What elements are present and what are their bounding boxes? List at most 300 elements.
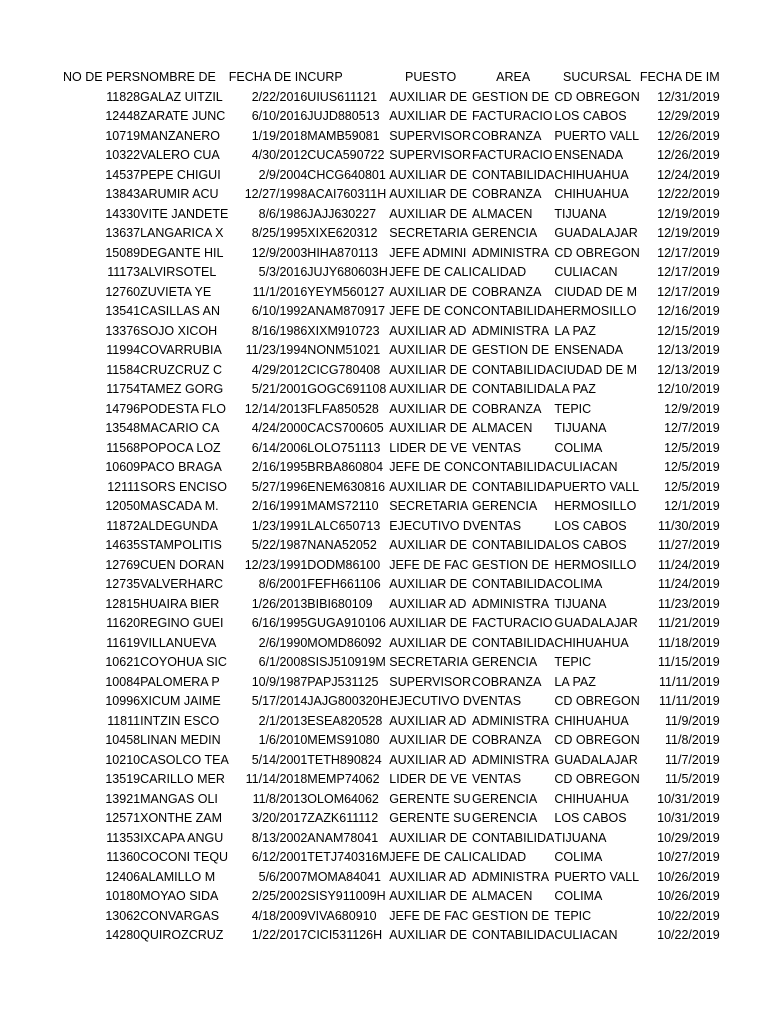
table-row [63, 868, 720, 888]
cell-sucursal: LOS CABOS [554, 518, 627, 533]
table-row [63, 751, 720, 771]
cell-curp: FLFA850528 [307, 401, 379, 416]
cell-sucursal: CHIHUAHUA [554, 167, 629, 182]
cell-fecha-im: 11/9/2019 [665, 713, 720, 728]
table-row [63, 283, 720, 303]
cell-fecha-ingreso: 11/14/2018 [245, 772, 308, 786]
cell-fecha-im: 12/17/2019 [657, 284, 720, 299]
cell-nombre: CONVARGAS [140, 908, 220, 923]
cell-curp: YEYM560127 [307, 284, 385, 299]
cell-nombre: COCONI TEQU [140, 850, 229, 864]
cell-sucursal: HERMOSILLO [554, 557, 637, 572]
cell-no-de-pers: 10322 [105, 148, 141, 162]
cell-no-de-pers: 13376 [105, 323, 141, 338]
cell-curp: DODM86100 [307, 557, 381, 572]
cell-no-de-pers: 10621 [105, 655, 141, 669]
cell-fecha-ingreso: 8/25/1995 [251, 226, 308, 240]
cell-sucursal: PUERTO VALL [554, 128, 640, 143]
cell-puesto: EJECUTIVO D [389, 694, 472, 708]
table-row [63, 926, 720, 946]
cell-fecha-im: 11/11/2019 [658, 694, 720, 708]
cell-area: ADMINISTRA [471, 245, 550, 260]
cell-curp: TETJ740316M [307, 850, 390, 864]
cell-area: CONTABILIDA [471, 362, 555, 377]
table-row [63, 439, 720, 459]
cell-fecha-ingreso: 2/16/1995 [251, 460, 308, 474]
cell-sucursal: COLIMA [554, 889, 603, 903]
cell-nombre: POPOCA LOZ [140, 440, 221, 455]
cell-fecha-ingreso: 8/13/2002 [251, 830, 308, 845]
cell-curp: JAJJ630227 [307, 206, 377, 221]
cell-fecha-ingreso: 1/23/1991 [251, 518, 308, 533]
cell-nombre: ALVIRSOTEL [140, 265, 217, 279]
cell-curp: SISY911009H [307, 889, 386, 903]
cell-area: ALMACEN [471, 889, 533, 903]
cell-sucursal: CULIACAN [554, 460, 618, 474]
cell-curp: BIBI680109 [307, 596, 373, 611]
table-row [63, 478, 720, 498]
cell-puesto: JEFE DE CALI [389, 850, 472, 864]
cell-sucursal: CD OBREGON [554, 772, 640, 786]
table-row [63, 205, 720, 225]
cell-fecha-ingreso: 5/22/1987 [251, 538, 308, 552]
cell-fecha-im: 12/31/2019 [657, 89, 720, 104]
cell-sucursal: CD OBREGON [554, 733, 640, 747]
cell-nombre: INTZIN ESCO [140, 713, 220, 728]
cell-fecha-ingreso: 4/24/2000 [251, 421, 308, 435]
cell-curp: MEMS91080 [307, 733, 380, 747]
cell-puesto: AUXILIAR AD [389, 713, 467, 728]
cell-no-de-pers: 12769 [105, 557, 141, 572]
cell-sucursal: ENSENADA [554, 148, 624, 162]
table-row [63, 575, 720, 595]
cell-nombre: VALERO CUA [140, 148, 220, 162]
cell-curp: ACAI760311H [307, 187, 387, 201]
cell-area: GERENCIA [471, 811, 538, 825]
cell-puesto: JEFE DE FAC [389, 557, 469, 572]
cell-sucursal: CULIACAN [554, 928, 618, 942]
cell-fecha-ingreso: 1/22/2017 [251, 928, 308, 942]
cell-area: CONTABILIDA [471, 167, 555, 182]
cell-fecha-ingreso: 4/29/2012 [251, 362, 308, 377]
cell-puesto: JEFE DE CALI [389, 265, 472, 279]
cell-fecha-im: 10/27/2019 [657, 850, 720, 864]
cell-puesto: SECRETARIA [389, 226, 469, 240]
table-row [63, 419, 720, 439]
cell-area: VENTAS [471, 694, 522, 708]
cell-curp: SISJ510919M [307, 655, 386, 669]
table-row [63, 731, 720, 751]
cell-puesto: JEFE DE FAC [389, 908, 469, 923]
cell-puesto: JEFE DE CON [389, 304, 472, 318]
cell-puesto: AUXILIAR DE [389, 421, 468, 435]
cell-nombre: HUAIRA BIER [140, 596, 220, 611]
cell-sucursal: CHIHUAHUA [554, 791, 629, 806]
cell-area: GESTION DE [471, 89, 550, 104]
cell-no-de-pers: 12406 [105, 869, 141, 884]
header-row [63, 68, 720, 88]
cell-puesto: GERENTE SU [389, 811, 471, 825]
cell-fecha-ingreso: 4/30/2012 [251, 148, 308, 162]
table-row [63, 790, 720, 810]
cell-curp: CHCG640801 [307, 167, 386, 182]
cell-area: COBRANZA [471, 284, 542, 299]
cell-sucursal: TIJUANA [554, 421, 607, 435]
cell-sucursal: TIJUANA [554, 206, 607, 221]
table-row [63, 341, 720, 361]
cell-no-de-pers: 11584 [106, 362, 141, 377]
cell-fecha-ingreso: 5/14/2001 [251, 752, 308, 767]
cell-fecha-ingreso: 5/21/2001 [251, 382, 308, 396]
cell-fecha-im: 12/22/2019 [657, 187, 720, 201]
cell-fecha-im: 10/22/2019 [657, 908, 720, 923]
cell-fecha-ingreso: 4/18/2009 [251, 908, 308, 923]
table-row [63, 887, 720, 907]
table-row [63, 848, 720, 868]
cell-fecha-ingreso: 10/9/1987 [251, 674, 308, 689]
cell-sucursal: CIUDAD DE M [554, 284, 638, 299]
cell-fecha-im: 12/26/2019 [657, 128, 720, 143]
cell-fecha-ingreso: 6/10/2016 [251, 109, 308, 123]
cell-sucursal: GUADALAJAR [554, 226, 638, 240]
cell-puesto: AUXILIAR DE [389, 577, 468, 591]
table-row [63, 88, 720, 108]
cell-nombre: CRUZCRUZ C [140, 362, 223, 377]
cell-curp: ENEM630816 [307, 479, 386, 494]
cell-sucursal: CD OBREGON [554, 694, 640, 708]
cell-puesto: AUXILIAR DE [389, 538, 468, 552]
table-row [63, 361, 720, 381]
table-row [63, 517, 720, 537]
cell-fecha-im: 11/8/2019 [665, 733, 720, 747]
cell-curp: XIXM910723 [307, 323, 380, 338]
cell-nombre: LANGARICA X [140, 226, 224, 240]
cell-nombre: LINAN MEDIN [140, 733, 221, 747]
cell-fecha-im: 10/31/2019 [657, 791, 720, 806]
cell-no-de-pers: 13843 [105, 187, 141, 201]
cell-curp: CACS700605 [307, 421, 384, 435]
cell-no-de-pers: 12735 [105, 577, 141, 591]
cell-curp: BRBA860804 [307, 460, 384, 474]
cell-fecha-im: 12/13/2019 [657, 343, 720, 357]
cell-fecha-ingreso: 2/22/2016 [251, 89, 308, 104]
table-row [63, 634, 720, 654]
cell-area: VENTAS [471, 772, 522, 786]
cell-puesto: SECRETARIA [389, 655, 469, 669]
cell-fecha-im: 12/16/2019 [657, 304, 720, 318]
cell-curp: ESEA820528 [307, 713, 383, 728]
cell-fecha-im: 12/26/2019 [657, 148, 720, 162]
cell-sucursal: GUADALAJAR [554, 752, 638, 767]
cell-no-de-pers: 13541 [105, 304, 141, 318]
cell-fecha-im: 11/23/2019 [658, 596, 720, 611]
cell-no-de-pers: 10609 [105, 460, 141, 474]
col-header-sucursal: SUCURSAL [563, 70, 632, 84]
cell-fecha-ingreso: 1/6/2010 [258, 733, 308, 747]
cell-no-de-pers: 11754 [106, 382, 141, 396]
cell-fecha-im: 11/11/2019 [658, 674, 720, 689]
cell-fecha-im: 11/18/2019 [658, 635, 720, 650]
cell-fecha-im: 11/5/2019 [665, 772, 720, 786]
cell-nombre: TAMEZ GORG [140, 382, 224, 396]
cell-sucursal: LA PAZ [554, 382, 596, 396]
cell-fecha-ingreso: 1/19/2018 [251, 128, 308, 143]
cell-no-de-pers: 13637 [105, 226, 141, 240]
cell-puesto: SUPERVISOR [389, 128, 472, 143]
cell-curp: CICI531126H [307, 928, 383, 942]
cell-fecha-ingreso: 2/16/1991 [251, 499, 308, 513]
cell-fecha-im: 12/24/2019 [657, 167, 720, 182]
cell-sucursal: TIJUANA [554, 830, 607, 845]
cell-fecha-im: 12/10/2019 [657, 382, 720, 396]
cell-curp: NONM51021 [307, 343, 381, 357]
cell-sucursal: CHIHUAHUA [554, 187, 629, 201]
col-header-nombre: NOMBRE DE [140, 70, 216, 84]
cell-fecha-im: 10/31/2019 [657, 811, 720, 825]
cell-curp: HIHA870113 [307, 245, 378, 260]
cell-sucursal: LOS CABOS [554, 538, 627, 552]
cell-area: ALMACEN [471, 206, 533, 221]
cell-no-de-pers: 11619 [106, 635, 141, 650]
cell-curp: ANAM78041 [307, 830, 379, 845]
cell-area: GERENCIA [471, 226, 538, 240]
table-row [63, 907, 720, 927]
cell-fecha-im: 11/27/2019 [658, 538, 720, 552]
cell-fecha-ingreso: 3/20/2017 [251, 811, 308, 825]
cell-puesto: AUXILIAR DE [389, 109, 468, 123]
cell-fecha-ingreso: 5/3/2016 [258, 265, 308, 279]
col-header-curp: CURP [307, 70, 343, 84]
table-row [63, 829, 720, 849]
cell-nombre: CASOLCO TEA [140, 752, 229, 767]
cell-fecha-ingreso: 11/23/1994 [245, 343, 308, 357]
cell-fecha-im: 12/17/2019 [657, 245, 720, 260]
cell-no-de-pers: 12448 [105, 109, 141, 123]
cell-sucursal: HERMOSILLO [554, 304, 637, 318]
table-row [63, 614, 720, 634]
cell-fecha-im: 12/5/2019 [664, 460, 720, 474]
table-row [63, 224, 720, 244]
table-row [63, 400, 720, 420]
table-row [63, 692, 720, 712]
employee-table [63, 68, 720, 946]
cell-curp: OLOM64062 [307, 791, 379, 806]
cell-no-de-pers: 10996 [105, 694, 141, 708]
cell-no-de-pers: 12571 [105, 811, 141, 825]
cell-fecha-ingreso: 6/10/1992 [251, 304, 308, 318]
cell-sucursal: LA PAZ [554, 323, 596, 338]
cell-area: CONTABILIDA [471, 538, 555, 552]
cell-no-de-pers: 14537 [105, 167, 141, 182]
cell-nombre: IXCAPA ANGU [140, 830, 224, 845]
cell-fecha-ingreso: 5/27/1996 [251, 479, 308, 494]
cell-no-de-pers: 13519 [105, 772, 141, 786]
cell-fecha-im: 12/1/2019 [664, 499, 720, 513]
table-row [63, 244, 720, 264]
cell-area: CONTABILIDA [471, 382, 555, 396]
cell-nombre: MANZANERO [140, 128, 220, 143]
cell-curp: CUCA590722 [307, 148, 385, 162]
cell-nombre: COYOHUA SIC [140, 655, 227, 669]
cell-fecha-im: 12/19/2019 [657, 206, 720, 221]
table-row [63, 146, 720, 166]
cell-curp: TETH890824 [307, 752, 382, 767]
cell-curp: XIXE620312 [307, 226, 378, 240]
cell-no-de-pers: 13062 [105, 908, 141, 923]
cell-no-de-pers: 11353 [106, 830, 141, 845]
cell-no-de-pers: 10180 [105, 889, 141, 903]
cell-area: CONTABILIDA [471, 928, 555, 942]
cell-area: VENTAS [471, 440, 522, 455]
cell-nombre: PODESTA FLO [140, 401, 227, 416]
cell-nombre: SOJO XICOH [140, 323, 218, 338]
cell-fecha-ingreso: 6/12/2001 [251, 850, 308, 864]
cell-fecha-ingreso: 11/1/2016 [252, 284, 308, 299]
cell-area: CONTABILIDA [471, 577, 555, 591]
cell-fecha-im: 12/9/2019 [664, 401, 720, 416]
cell-fecha-ingreso: 8/6/2001 [258, 577, 308, 591]
table-row [63, 595, 720, 615]
cell-puesto: AUXILIAR DE [389, 401, 468, 416]
cell-no-de-pers: 10719 [105, 128, 141, 143]
cell-fecha-ingreso: 5/17/2014 [251, 694, 308, 708]
cell-fecha-ingreso: 8/6/1986 [258, 206, 308, 221]
cell-puesto: AUXILIAR DE [389, 635, 468, 650]
cell-fecha-im: 10/26/2019 [657, 889, 720, 903]
cell-puesto: AUXILIAR DE [389, 479, 468, 494]
cell-fecha-im: 10/22/2019 [657, 928, 720, 942]
cell-puesto: AUXILIAR DE [389, 284, 468, 299]
cell-area: GERENCIA [471, 655, 538, 669]
cell-area: COBRANZA [471, 733, 542, 747]
cell-sucursal: CULIACAN [554, 265, 618, 279]
cell-nombre: XICUM JAIME [140, 694, 221, 708]
cell-puesto: SECRETARIA [389, 499, 469, 513]
table-row [63, 673, 720, 693]
table-row [63, 653, 720, 673]
col-header-fecha-ingreso: FECHA DE IN [228, 70, 308, 84]
cell-puesto: AUXILIAR AD [389, 596, 467, 611]
cell-area: FACTURACIO [471, 109, 553, 123]
cell-no-de-pers: 11811 [107, 713, 141, 728]
table-row [63, 107, 720, 127]
cell-curp: MAMS72110 [307, 499, 379, 513]
cell-no-de-pers: 13548 [105, 421, 141, 435]
cell-puesto: JEFE ADMINI [389, 245, 467, 260]
table-row [63, 809, 720, 829]
cell-area: CALIDAD [471, 850, 527, 864]
cell-no-de-pers: 11173 [107, 265, 141, 279]
cell-fecha-ingreso: 1/26/2013 [251, 596, 308, 611]
cell-puesto: AUXILIAR DE [389, 362, 468, 377]
cell-no-de-pers: 10084 [105, 674, 141, 689]
cell-area: ADMINISTRA [471, 323, 550, 338]
cell-puesto: AUXILIAR DE [389, 167, 468, 182]
cell-no-de-pers: 10458 [105, 733, 141, 747]
cell-nombre: ZUVIETA YE [140, 284, 212, 299]
cell-no-de-pers: 14796 [105, 401, 141, 416]
cell-fecha-ingreso: 2/1/2013 [258, 713, 308, 728]
cell-puesto: AUXILIAR DE [389, 343, 468, 357]
cell-fecha-ingreso: 11/8/2013 [252, 791, 308, 806]
cell-no-de-pers: 13921 [105, 791, 141, 806]
cell-sucursal: GUADALAJAR [554, 616, 638, 630]
cell-sucursal: PUERTO VALL [554, 869, 640, 884]
cell-curp: LALC650713 [307, 518, 381, 533]
cell-nombre: MASCADA M. [140, 499, 219, 513]
cell-curp: MAMB59081 [307, 128, 380, 143]
table-row [63, 497, 720, 517]
cell-nombre: GALAZ UITZIL [140, 89, 223, 104]
cell-nombre: PALOMERA P [140, 674, 220, 689]
cell-puesto: LIDER DE VE [389, 440, 468, 455]
table-row [63, 556, 720, 576]
cell-sucursal: CD OBREGON [554, 245, 640, 260]
cell-fecha-im: 12/7/2019 [664, 421, 720, 435]
cell-puesto: AUXILIAR DE [389, 889, 468, 903]
cell-nombre: MOYAO SIDA [140, 889, 219, 903]
cell-nombre: VILLANUEVA [140, 635, 217, 650]
cell-nombre: DEGANTE HIL [140, 245, 224, 260]
cell-no-de-pers: 11828 [106, 89, 141, 104]
cell-fecha-ingreso: 8/16/1986 [251, 323, 308, 338]
cell-puesto: AUXILIAR DE [389, 206, 468, 221]
cell-curp: FEFH661106 [307, 577, 381, 591]
cell-fecha-ingreso: 6/14/2006 [251, 440, 308, 455]
cell-fecha-ingreso: 6/1/2008 [258, 655, 308, 669]
cell-fecha-im: 12/5/2019 [664, 440, 720, 455]
cell-nombre: VALVERHARC [140, 577, 224, 591]
cell-area: ADMINISTRA [471, 713, 550, 728]
table-row [63, 380, 720, 400]
cell-area: GERENCIA [471, 791, 538, 806]
cell-area: CONTABILIDA [471, 460, 555, 474]
cell-fecha-ingreso: 2/9/2004 [258, 167, 308, 182]
table-row [63, 302, 720, 322]
cell-area: COBRANZA [471, 187, 542, 201]
col-header-area: AREA [496, 70, 531, 84]
cell-puesto: SUPERVISOR [389, 674, 472, 689]
cell-curp: GUGA910106 [307, 616, 386, 630]
cell-nombre: STAMPOLITIS [140, 538, 222, 552]
table-row [63, 166, 720, 186]
cell-sucursal: HERMOSILLO [554, 499, 637, 513]
cell-fecha-im: 12/17/2019 [657, 265, 720, 279]
cell-nombre: CASILLAS AN [140, 304, 221, 318]
cell-puesto: EJECUTIVO D [389, 518, 472, 533]
table-row [63, 712, 720, 732]
cell-sucursal: COLIMA [554, 850, 603, 864]
table-row [63, 458, 720, 478]
cell-nombre: MACARIO CA [140, 421, 220, 435]
cell-fecha-ingreso: 2/25/2002 [251, 889, 308, 903]
cell-area: FACTURACIO [471, 616, 553, 630]
cell-area: GERENCIA [471, 499, 538, 513]
cell-curp: ANAM870917 [307, 304, 386, 318]
cell-sucursal: COLIMA [554, 577, 603, 591]
cell-no-de-pers: 11994 [106, 343, 141, 357]
cell-no-de-pers: 14330 [105, 206, 141, 221]
cell-curp: UIUS611121 [307, 89, 378, 104]
cell-curp: MOMD86092 [307, 635, 382, 650]
cell-no-de-pers: 12050 [105, 499, 141, 513]
cell-puesto: AUXILIAR DE [389, 733, 468, 747]
cell-fecha-ingreso: 12/23/1991 [244, 557, 308, 572]
cell-nombre: MANGAS OLI [140, 791, 218, 806]
cell-puesto: AUXILIAR DE [389, 616, 468, 630]
cell-area: GESTION DE [471, 343, 550, 357]
table-row [63, 322, 720, 342]
